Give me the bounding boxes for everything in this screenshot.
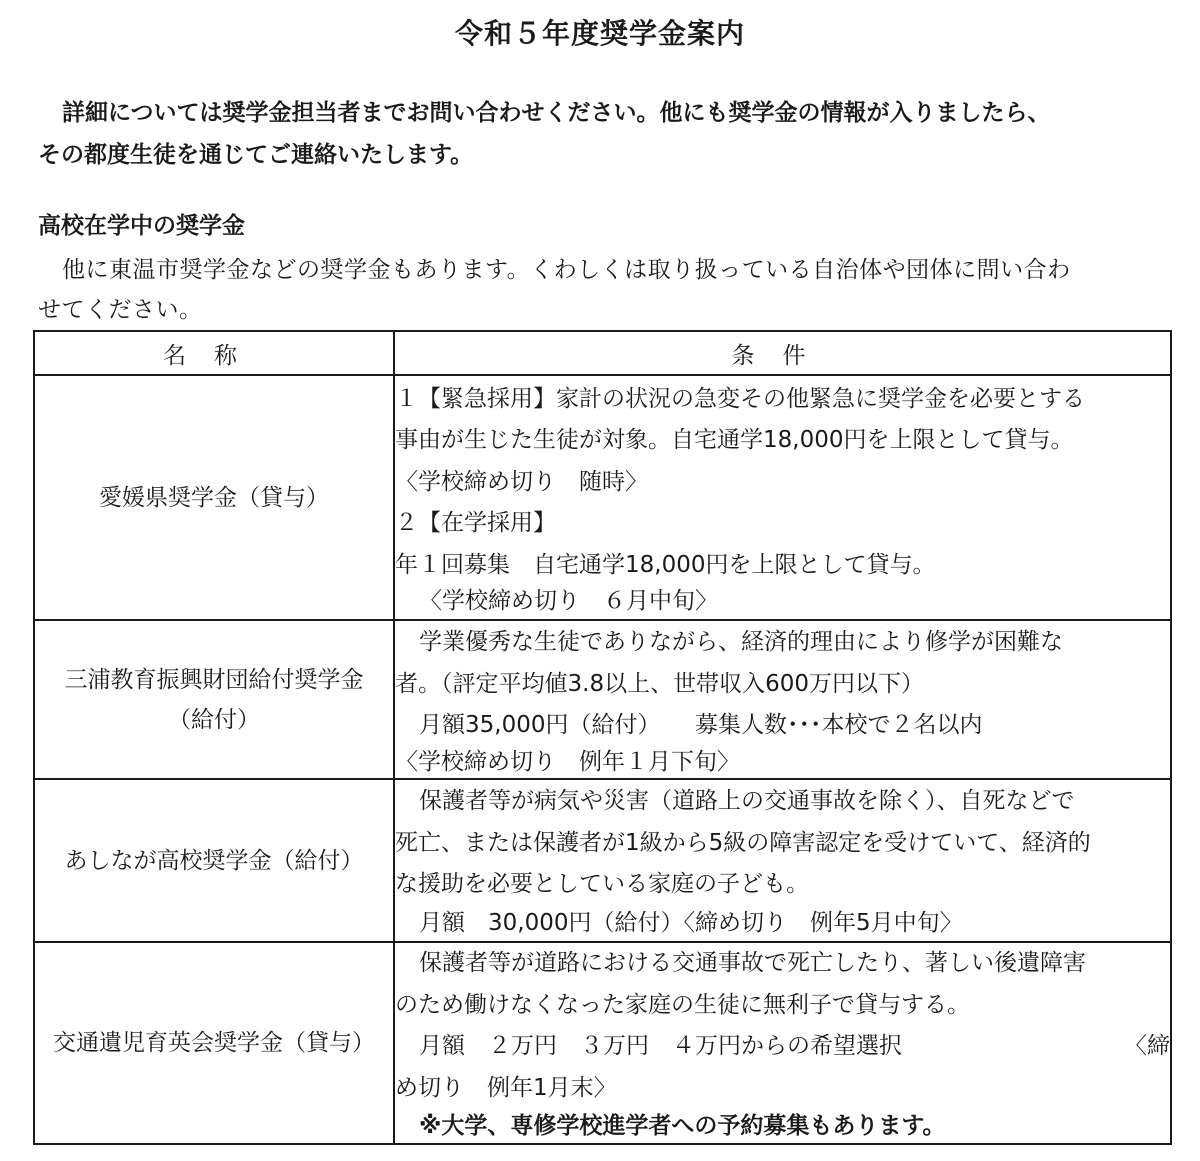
condition-line: 死亡、または保護者が1級から5級の障害認定を受けていて、経済的 [395, 829, 1091, 856]
scholarship-name-line: 愛媛県奨学金（貸与） [99, 484, 329, 511]
scholarship-name-line: （給付） [168, 706, 260, 733]
intro-paragraph [38, 92, 1168, 176]
section-note-line-2: せてください。 [38, 297, 203, 323]
condition-line: 〈学校締め切り 随時〉 [395, 468, 648, 495]
scholarship-table [33, 330, 1172, 1145]
table-row-ashinaga [34, 779, 1171, 942]
table-header-row [34, 331, 1171, 375]
table-row-kotsu-iji [34, 942, 1171, 1144]
section-note [38, 250, 1163, 330]
condition-line: め切り 例年1月末〉 [395, 1074, 617, 1101]
condition-line: 学業優秀な生徒でありながら、経済的理由により修学が困難な [419, 629, 1063, 656]
condition-line: 保護者等が道路における交通事故で死亡したり、著しい後遺障害 [419, 950, 1086, 976]
reservation-note: ※大学、専修学校進学者への予約募集もあります。 [419, 1113, 946, 1139]
condition-line: 年１回募集 自宅通学18,000円を上限として貸与。 [395, 551, 936, 578]
section-heading: 高校在学中の奨学金 [38, 213, 245, 239]
table-row-miura [34, 620, 1171, 779]
condition-line: ２【在学採用】 [395, 510, 556, 537]
scholarship-conditions [394, 620, 1171, 779]
condition-line-right: 〈締 [1124, 1033, 1170, 1059]
intro-line-2: その都度生徒を通じてご連絡いたします。 [38, 142, 474, 168]
condition-line-left: 月額 ２万円 ３万円 ４万円からの希望選択 [419, 1033, 902, 1059]
scholarship-name [34, 779, 394, 942]
condition-line: のため働けなくなった家庭の生徒に無利子で貸与する。 [395, 991, 970, 1018]
scholarship-name-line: あしなが高校奨学金（給付） [64, 847, 364, 874]
scholarship-name-line: 交通遺児育英会奨学金（貸与） [53, 1030, 375, 1056]
scholarship-conditions [394, 779, 1171, 942]
header-name: 名称 [34, 331, 394, 375]
scholarship-name [34, 942, 394, 1144]
scholarship-conditions [394, 942, 1171, 1144]
scholarship-name [34, 620, 394, 779]
intro-line-1: 詳細については奨学金担当者までお問い合わせください。他にも奨学金の情報が入りましたら、 [62, 100, 1051, 126]
condition-line: 事由が生じた生徒が対象。自宅通学18,000円を上限として貸与。 [395, 427, 1074, 454]
scholarship-name-line: 三浦教育振興財団給付奨学金 [64, 666, 364, 693]
condition-line: １【緊急採用】家計の状況の急変その他緊急に奨学金を必要とする [395, 385, 1085, 412]
condition-line: な援助を必要としている家庭の子ども。 [395, 871, 809, 898]
header-conditions: 条件 [394, 331, 1171, 375]
condition-line: 〈学校締め切り 例年１月下旬〉 [395, 748, 740, 775]
section-note-line-1: 他に東温市奨学金などの奨学金もあります。くわしくは取り扱っている自治体や団体に問い合わ [62, 257, 1071, 283]
condition-line: 〈学校締め切り ６月中旬〉 [419, 588, 718, 615]
condition-line [395, 1026, 1170, 1068]
condition-line: 者。（評定平均値3.8以上、世帯収入600万円以下） [395, 670, 924, 697]
condition-line: 保護者等が病気や災害（道路上の交通事故を除く）、自死などで [419, 788, 1075, 815]
scholarship-name [34, 375, 394, 620]
condition-line: 月額 30,000円（給付）〈締め切り 例年5月中旬〉 [419, 909, 963, 936]
page-title: 令和５年度奨学金案内 [454, 17, 745, 50]
table-row-ehime [34, 375, 1171, 620]
scholarship-conditions [394, 375, 1171, 620]
condition-line: 月額35,000円（給付） 募集人数･･･本校で２名以内 [419, 712, 983, 739]
